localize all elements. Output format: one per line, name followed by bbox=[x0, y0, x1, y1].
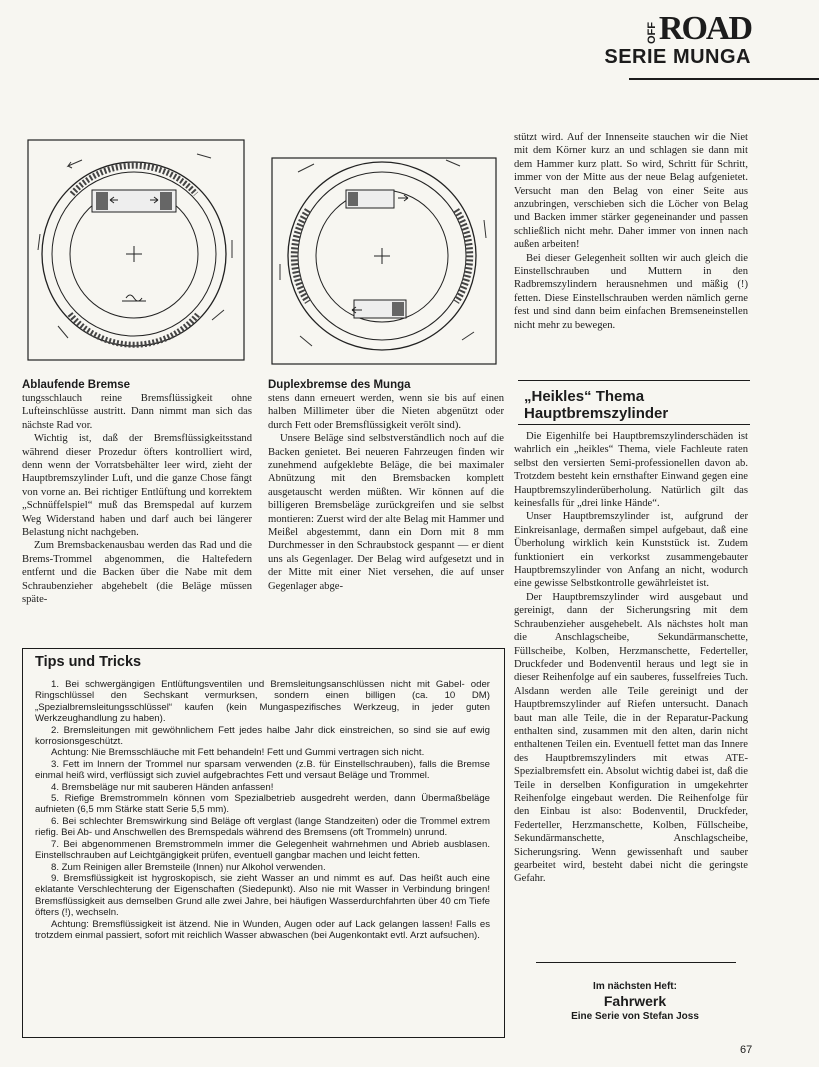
tip-item: Achtung: Bremsflüssigkeit ist ätzend. Nie in Wunden, Augen oder auf Lack gelangen lassen! Falls es trotzdem einmal passiert, sofort mit reichlich Wasser abwaschen (bei Augenkontakt evtl. Arzt aufsuchen). bbox=[35, 918, 490, 941]
paragraph: Unsere Beläge sind selbstverständlich noch auf die Backen genietet. Bei neueren Fahrzeugen finden wir zunehmend aufgeklebte Beläge, die bei maximaler Abnützung mit den Bremsbacken komplett ausgetauscht werden müßten. Wir können auf die billigeren Bremsbeläge zurückgreifen und sie selbst montieren: Zuerst wird der alte Belag mit Hammer und Meißel abgestemmt, dann ein Dorn mit 8 mm Durchmesser in den Schraubstock gespannt — er dient uns als Gegenlager. Der Belag wird aufgesetzt und in der Mitte mit einer Niet versehen, die auf unser Gegenlager abge- bbox=[268, 433, 504, 592]
tip-item: 8. Zum Reinigen aller Bremsteile (Innen) nur Alkohol verwenden. bbox=[51, 861, 326, 873]
tip-item: 3. Fett im Innern der Trommel nur sparsam verwenden (z.B. für Einstellschrauben), falls die Bremse einmal heiß wird, verflüssigt sich zuviel aufgebrachtes Fett und versaut Beläge und Trommel. bbox=[35, 758, 490, 782]
tips-list bbox=[35, 679, 490, 941]
next-issue-kicker: Im nächsten Heft: bbox=[593, 981, 677, 992]
magazine-logo bbox=[604, 10, 751, 47]
heading-rule-top bbox=[518, 380, 750, 381]
paragraph: tungsschlauch reine Bremsflüssigkeit ohne Lufteinschlüsse austritt. Dann nimmt man sich das nächste Rad vor. bbox=[22, 393, 252, 431]
series-title: SERIE MUNGA bbox=[604, 46, 751, 68]
tip-item: 7. Bei abgenommenen Bremstrommeln immer die Gelegenheit wahrnehmen und Abrieb ausblasen. Einstellschrauben auf Leichtgängigkeit prüfen, eventuell gangbar machen und leicht fetten. bbox=[35, 838, 490, 862]
masthead bbox=[604, 10, 751, 68]
tips-title: Tips und Tricks bbox=[35, 654, 142, 670]
paragraph: stens dann erneuert werden, wenn sie bis auf einen halben Millimeter über die Nieten abgenützt oder durch Fett oder Bremsflüssigkeit verölt sind). bbox=[268, 393, 504, 431]
text-column-1 bbox=[22, 392, 252, 607]
tip-item: 1. Bei schwergängigen Entlüftungsventilen und Bremsleitungsanschlüssen nicht mit Gabel- oder Ringschlüssel den Sechskant vermurksen, sondern einen billigen (ca. 10 DM) „Spezialbremsleitungsschlüssel“ kaufen (kein Mungaspezifisches Werkzeug, in jeder guten Werkzeughandlung zu haben). bbox=[35, 679, 490, 725]
next-issue bbox=[524, 980, 746, 1023]
masthead-rule bbox=[629, 78, 819, 80]
caption-duplexbremse: Duplexbremse des Munga bbox=[268, 379, 411, 391]
caption-ablaufende-bremse: Ablaufende Bremse bbox=[22, 379, 131, 391]
text-column-3-top bbox=[514, 131, 748, 332]
text-column-2 bbox=[268, 392, 504, 593]
tip-item: 9. Bremsflüssigkeit ist hygroskopisch, sie zieht Wasser an und nimmt es auf. Das heißt auch eine eklatante Verschlechterung der Eigenschaften (Siedepunkt). Also nie mit Wasser in Verbindung bringen! Bremsflüssigkeit aus demselben Grund alle zwei Jahre, bei häufigen Wasserdurchfahrten über 40 cm Tiefe öfters (!), wechseln. bbox=[35, 872, 490, 919]
paragraph: Die Eigenhilfe bei Hauptbremszylinderschäden ist wahrlich ein „heikles“ Thema, viele Fachleute raten selbst den versierten Semi-professionellen davon ab. Trotzdem besteht kein ernsthafter Einwand gegen eine Hauptbremszylinderüberholung. Natürlich gilt das keinesfalls für „drei linke Hände“. bbox=[514, 431, 748, 510]
heading-line-1: „Heikles“ Thema bbox=[524, 388, 645, 405]
next-issue-topic: Fahrwerk bbox=[603, 993, 667, 1009]
paragraph: Bei dieser Gelegenheit sollten wir auch gleich die Einstellschrauben und Muttern in den Radbremszylindern herausnehmen und mäßig (!) fetten. Diese Einstellschrauben werden nämlich gerne fest und sind dann beim einfachen Bremseneinstellen nicht mehr zu bewegen. bbox=[514, 252, 748, 331]
heading-line-2: Hauptbremszylinder bbox=[524, 405, 669, 422]
tip-item: 4. Bremsbeläge nur mit sauberen Händen anfassen! bbox=[51, 781, 274, 793]
brake-drum-diagram-left bbox=[22, 130, 252, 370]
tip-item: 5. Riefige Bremstrommeln können vom Spezialbetrieb ausgedreht werden, dann Übermaßbeläge aufnieten (6,5 mm Stärke statt Serie 5,5 mm). bbox=[35, 793, 490, 816]
tip-item: 2. Bremsleitungen mit gewöhnlichem Fett jedes halbe Jahr dick einstreichen, so sind sie auf ewig korrosionsgeschützt. bbox=[35, 724, 490, 748]
paragraph: stützt wird. Auf der Innenseite stauchen wir die Niet mit dem Körner kurz an und schlagen sie dann mit dem Hammer kurz platt. So wird, Schritt für Schritt, immer von der Mitte aus der neue Belag aufgenietet. Versucht man den Belag von einer Seite aus anzubringen, verschieben sich die Löcher von Belag und Backen immer stärker gegeneinander und passen schließlich nicht mehr. Daher immer von innen nach außen arbeiten! bbox=[514, 132, 748, 251]
diagram-duplexbremse bbox=[266, 130, 506, 370]
paragraph: Der Hauptbremszylinder wird ausgebaut und gereinigt, dann der Sicherungsring mit dem Schraubenzieher ausgehebelt. Als nächstes holt man die Anschlagscheibe, Sekundärmanschette, Füllscheibe, Kolben, Herzmanschette, Federteller, Druckfeder und Bodenventil heraus und legt sie in dieser Reihenfolge auf ein sauberes, fusselfreies Tuch. Alsdann werden alle Teile gereinigt und der Hauptbremszylinder auf Riefen untersucht. Danach baut man alle Teile, die in der Reparatur-Packung enthalten sind, zusammen mit den alten, darin nicht enthaltenen Teilen ein. Eventuell fettet man das Innere des Hauptbremszylinders mit etwas ATE-Spezialbremsfett ein. Absolut wichtig dabei ist, daß die Teile in derselben Konfiguration in umgekehrter Reihenfolge eingebaut werden. Die Reihenfolge für den Einbau ist also: Bodenventil, Druckfeder, Federteller, Herzmanschette, Kolben, Füllscheibe, Sekundärmanschette, Anschlagscheibe, Sicherungsring. Wenn gewissenhaft und sauber gearbeitet wird, besteht dabei nicht die geringste Gefahr. bbox=[514, 591, 748, 885]
logo-off: OFF bbox=[645, 22, 658, 44]
brake-drum-diagram-right bbox=[266, 130, 506, 370]
logo-road: ROAD bbox=[658, 10, 751, 47]
heading-rule-bottom bbox=[518, 424, 750, 425]
paragraph: Unser Hauptbremszylinder ist, aufgrund der Einkreisanlage, dermaßen simpel aufgebaut, daß eine Überholung wirklich kein Kunststück ist. Zudem funktioniert ein verkorkst zusammengebauter Hauptbremszylinder von Anfang an nicht, wodurch eine gewisse Selbstkontrolle gewährleistet ist. bbox=[514, 511, 748, 590]
tip-item: Achtung: Nie Bremsschläuche mit Fett behandeln! Fett und Gummi vertragen sich nicht. bbox=[51, 747, 425, 759]
text-column-3-bottom bbox=[514, 430, 748, 886]
diagram-ablaufende-bremse bbox=[22, 130, 252, 370]
tip-item: 6. Bei schlechter Bremswirkung sind Beläge oft verglast (lange Standzeiten) oder die Trommel extrem riefig. Bei Ab- und Anschwellen des Bremspedals während des Bremsens (oft Trommeln) unrund. bbox=[35, 815, 490, 839]
page-number: 67 bbox=[740, 1044, 753, 1056]
paragraph: Wichtig ist, daß der Bremsflüssigkeitsstand während dieser Prozedur öfters kontrolliert wird, denn wenn der Vorratsbehälter leer wird, zieht der Hauptbremszylinder Luft, und die ganze Chose fängt von vorne an. Bei richtiger Entlüftung und korrektem „Schnüffelspiel“ muß das Bremspedal auf kurzem Weg Widerstand haben und darf auch bei längerer Belastung nicht nachgeben. bbox=[22, 433, 252, 539]
tips-box bbox=[22, 648, 505, 1038]
section-heading bbox=[524, 388, 748, 422]
paragraph: Zum Bremsbackenausbau werden das Rad und die Brems-Trommel abgenommen, die Haltefedern entfernt und die Backen über die Nabe mit dem Schraubenzieher abgehebelt (die Beläge müssen späte- bbox=[22, 540, 252, 606]
next-issue-rule bbox=[536, 962, 736, 963]
next-issue-author: Eine Serie von Stefan Joss bbox=[571, 1011, 699, 1022]
